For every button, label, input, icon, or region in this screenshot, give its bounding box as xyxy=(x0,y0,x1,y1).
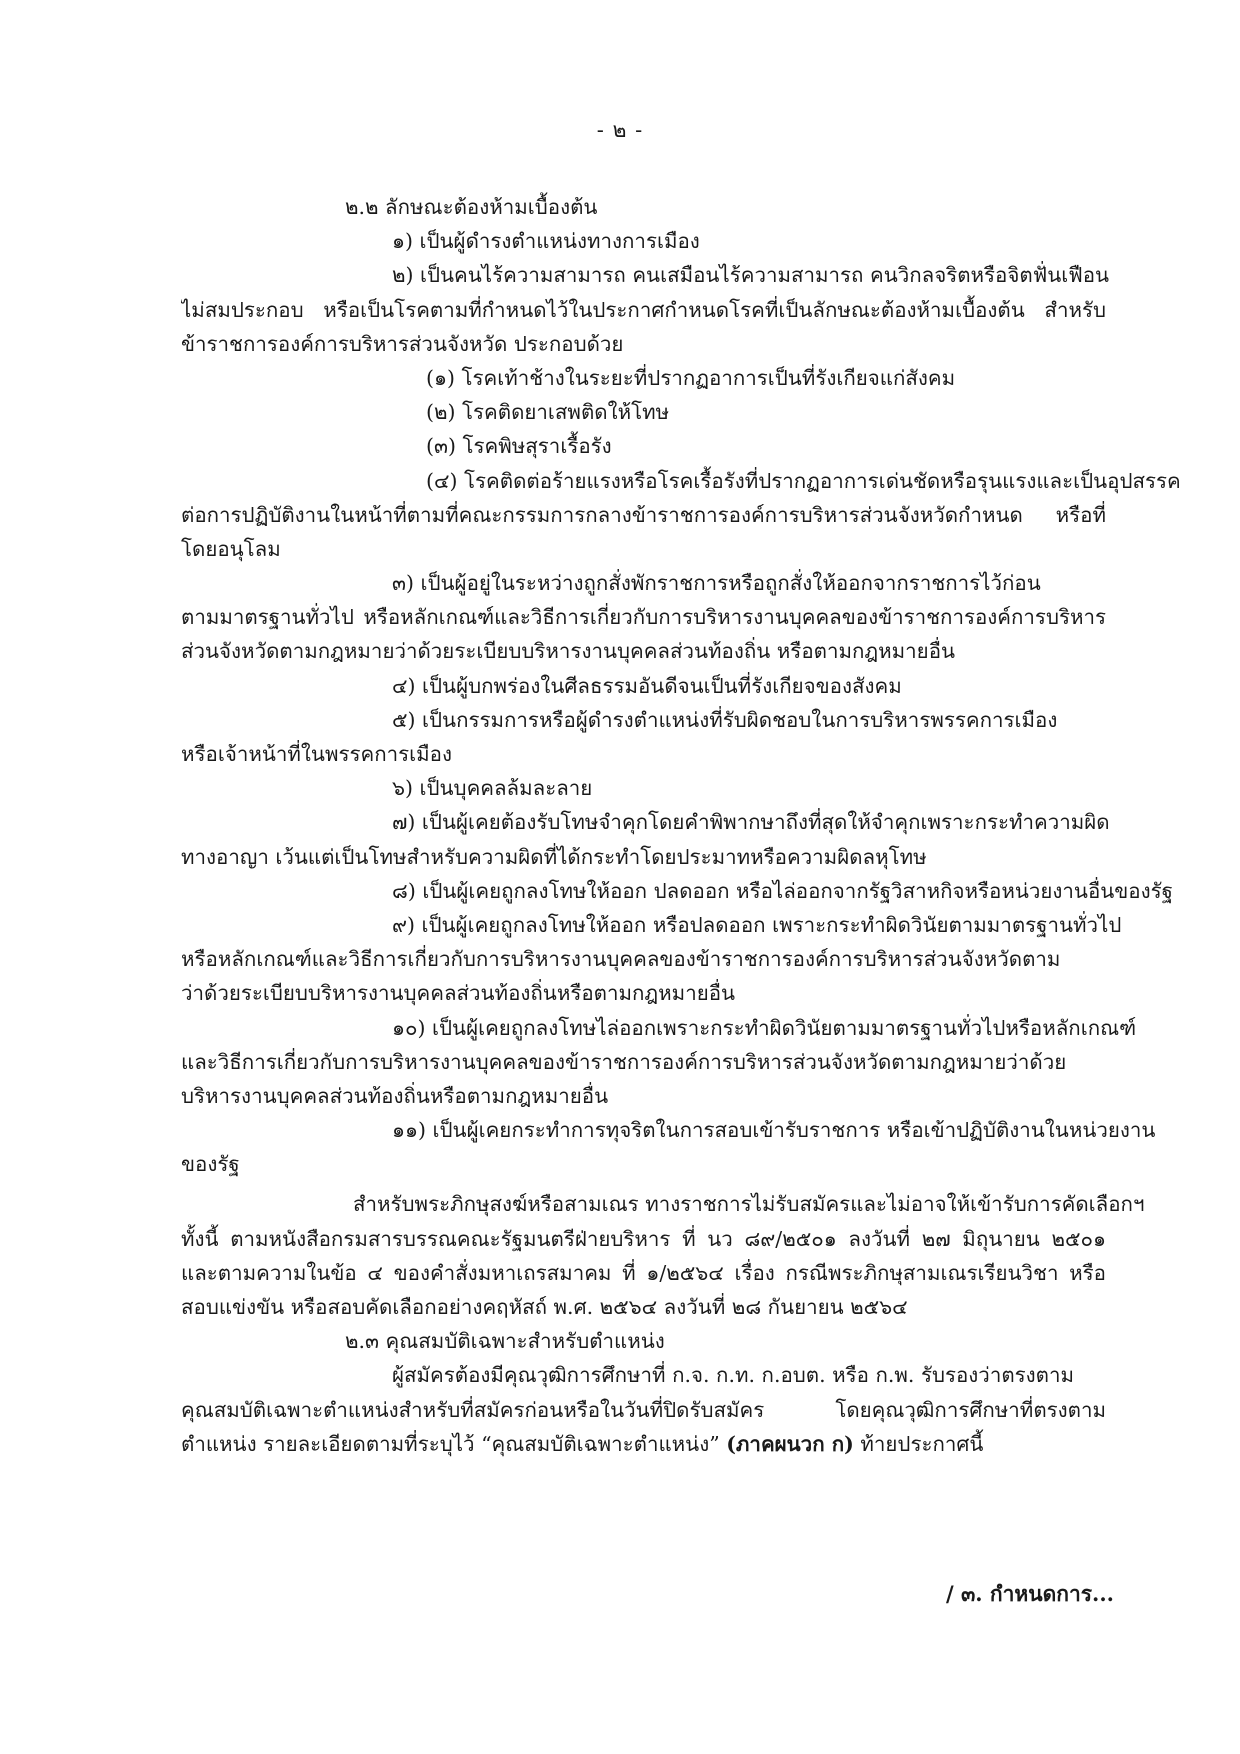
continuation-note: / ๓. กำหนดการ... xyxy=(945,1581,1114,1606)
qualification-line: ผู้สมัครต้องมีคุณวุฒิการศึกษาที่ ก.จ. ก.ท. ก.อบต. หรือ ก.พ. รับรองว่าตรงตาม xyxy=(392,1363,1075,1388)
sub-list-item: (๑) โรคเท้าช้างในระยะที่ปรากฏอาการเป็นที่รังเกียจแก่สังคม xyxy=(426,365,956,390)
paragraph-line: และวิธีการเกี่ยวกับการบริหารงานบุคคลของข้าราชการองค์การบริหารส่วนจังหวัดตามกฎหมายว่าด้วย xyxy=(181,1049,1067,1074)
list-item: ๑) เป็นผู้ดำรงตำแหน่งทางการเมือง xyxy=(392,229,700,254)
annex-reference: (ภาคผนวก ก) xyxy=(726,1431,854,1456)
paragraph-line: คุณสมบัติเฉพาะตำแหน่งสำหรับที่สมัครก่อนหรือในวันที่ปิดรับสมัคร โดยคุณวุฒิการศึกษาที่ตรงตาม xyxy=(181,1397,1106,1422)
annex-tail: ท้ายประกาศนี้ xyxy=(860,1431,984,1456)
paragraph-line: ส่วนจังหวัดตามกฎหมายว่าด้วยระเบียบบริหารงานบุคคลส่วนท้องถิ่น หรือตามกฎหมายอื่น xyxy=(181,639,956,664)
sub-list-item: (๔) โรคติดต่อร้ายแรงหรือโรคเรื้อรังที่ปรากฏอาการเด่นชัดหรือรุนแรงและเป็นอุปสรรค xyxy=(426,468,1181,493)
list-item: ๑๑) เป็นผู้เคยกระทำการทุจริตในการสอบเข้ารับราชการ หรือเข้าปฏิบัติงานในหน่วยงาน xyxy=(392,1118,1156,1143)
paragraph-line: โดยอนุโลม xyxy=(181,536,281,561)
paragraph-line: สอบแข่งขัน หรือสอบคัดเลือกอย่างคฤหัสถ์ พ.ศ. ๒๕๖๔ ลงวันที่ ๒๘ กันยายน ๒๕๖๔ xyxy=(181,1295,908,1319)
monk-note-line: สำหรับพระภิกษุสงฆ์หรือสามเณร ทางราชการไม่รับสมัครและไม่อาจให้เข้ารับการคัดเลือกฯ xyxy=(353,1192,1145,1217)
paragraph-line: และตามความในข้อ ๔ ของคำสั่งมหาเถรสมาคม ที่ ๑/๒๕๖๔ เรื่อง กรณีพระภิกษุสามเณรเรียนวิชา หรือ xyxy=(181,1260,1106,1285)
document-body xyxy=(181,190,1181,1461)
paragraph-line: ทั้งนี้ ตามหนังสือกรมสารบรรณคณะรัฐมนตรีฝ่ายบริหาร ที่ นว ๘๙/๒๕๐๑ ลงวันที่ ๒๗ มิถุนายน ๒๕๐๑ xyxy=(181,1226,1106,1251)
list-item: ๑๐) เป็นผู้เคยถูกลงโทษไล่ออกเพราะกระทำผิดวินัยตามมาตรฐานทั่วไปหรือหลักเกณฑ์ xyxy=(392,1015,1137,1040)
list-item: ๖) เป็นบุคคลล้มละลาย xyxy=(392,776,593,801)
paragraph-line: ต่อการปฏิบัติงานในหน้าที่ตามที่คณะกรรมการกลางข้าราชการองค์การบริหารส่วนจังหวัดกำหนด หรือที่ xyxy=(181,502,1106,527)
page-number: - ๒ - xyxy=(596,118,644,142)
paragraph-line: ข้าราชการองค์การบริหารส่วนจังหวัด ประกอบด้วย xyxy=(181,331,624,356)
list-item: ๔) เป็นผู้บกพร่องในศีลธรรมอันดีจนเป็นที่รังเกียจของสังคม xyxy=(392,673,902,698)
qualification-text: ตำแหน่ง รายละเอียดตามที่ระบุไว้ “คุณสมบัติเฉพาะตำแหน่ง” xyxy=(181,1431,720,1456)
list-item: ๕) เป็นกรรมการหรือผู้ดำรงตำแหน่งที่รับผิดชอบในการบริหารพรรคการเมือง xyxy=(392,707,1058,732)
section-heading-2-2: ๒.๒ ลักษณะต้องห้ามเบื้องต้น xyxy=(345,195,598,219)
list-item: ๓) เป็นผู้อยู่ในระหว่างถูกสั่งพักราชการหรือถูกสั่งให้ออกจากราชการไว้ก่อน xyxy=(392,571,1041,596)
paragraph-line: บริหารงานบุคคลส่วนท้องถิ่นหรือตามกฎหมายอื่น xyxy=(181,1083,609,1108)
list-item: ๗) เป็นผู้เคยต้องรับโทษจำคุกโดยคำพิพากษาถึงที่สุดให้จำคุกเพราะกระทำความผิด xyxy=(392,810,1110,835)
section-heading-2-3: ๒.๓ คุณสมบัติเฉพาะสำหรับตำแหน่ง xyxy=(345,1329,665,1354)
paragraph-line: ว่าด้วยระเบียบบริหารงานบุคคลส่วนท้องถิ่นหรือตามกฎหมายอื่น xyxy=(181,981,736,1006)
paragraph-line xyxy=(181,1427,1106,1461)
paragraph-line: ของรัฐ xyxy=(181,1152,240,1177)
list-item: ๘) เป็นผู้เคยถูกลงโทษให้ออก ปลดออก หรือไล่ออกจากรัฐวิสาหกิจหรือหน่วยงานอื่นของรัฐ xyxy=(392,878,1173,903)
paragraph-line: ทางอาญา เว้นแต่เป็นโทษสำหรับความผิดที่ได้กระทำโดยประมาทหรือความผิดลหุโทษ xyxy=(181,844,927,869)
sub-list-item: (๒) โรคติดยาเสพติดให้โทษ xyxy=(426,400,670,425)
paragraph-line: ตามมาตรฐานทั่วไป หรือหลักเกณฑ์และวิธีการเกี่ยวกับการบริหารงานบุคคลของข้าราชการองค์การบริหาร xyxy=(181,605,1106,630)
list-item: ๙) เป็นผู้เคยถูกลงโทษให้ออก หรือปลดออก เพราะกระทำผิดวินัยตามมาตรฐานทั่วไป xyxy=(392,912,1122,937)
list-item: ๒) เป็นคนไร้ความสามารถ คนเสมือนไร้ความสามารถ คนวิกลจริตหรือจิตฟั่นเฟือน xyxy=(392,263,1110,288)
paragraph-line: หรือหลักเกณฑ์และวิธีการเกี่ยวกับการบริหารงานบุคคลของข้าราชการองค์การบริหารส่วนจังหวัดตาม xyxy=(181,947,1061,972)
sub-list-item: (๓) โรคพิษสุราเรื้อรัง xyxy=(426,434,612,459)
paragraph-line: หรือเจ้าหน้าที่ในพรรคการเมือง xyxy=(181,742,452,766)
paragraph-line: ไม่สมประกอบ หรือเป็นโรคตามที่กำหนดไว้ในประกาศกำหนดโรคที่เป็นลักษณะต้องห้ามเบื้องต้น สำหรับ xyxy=(181,297,1106,322)
